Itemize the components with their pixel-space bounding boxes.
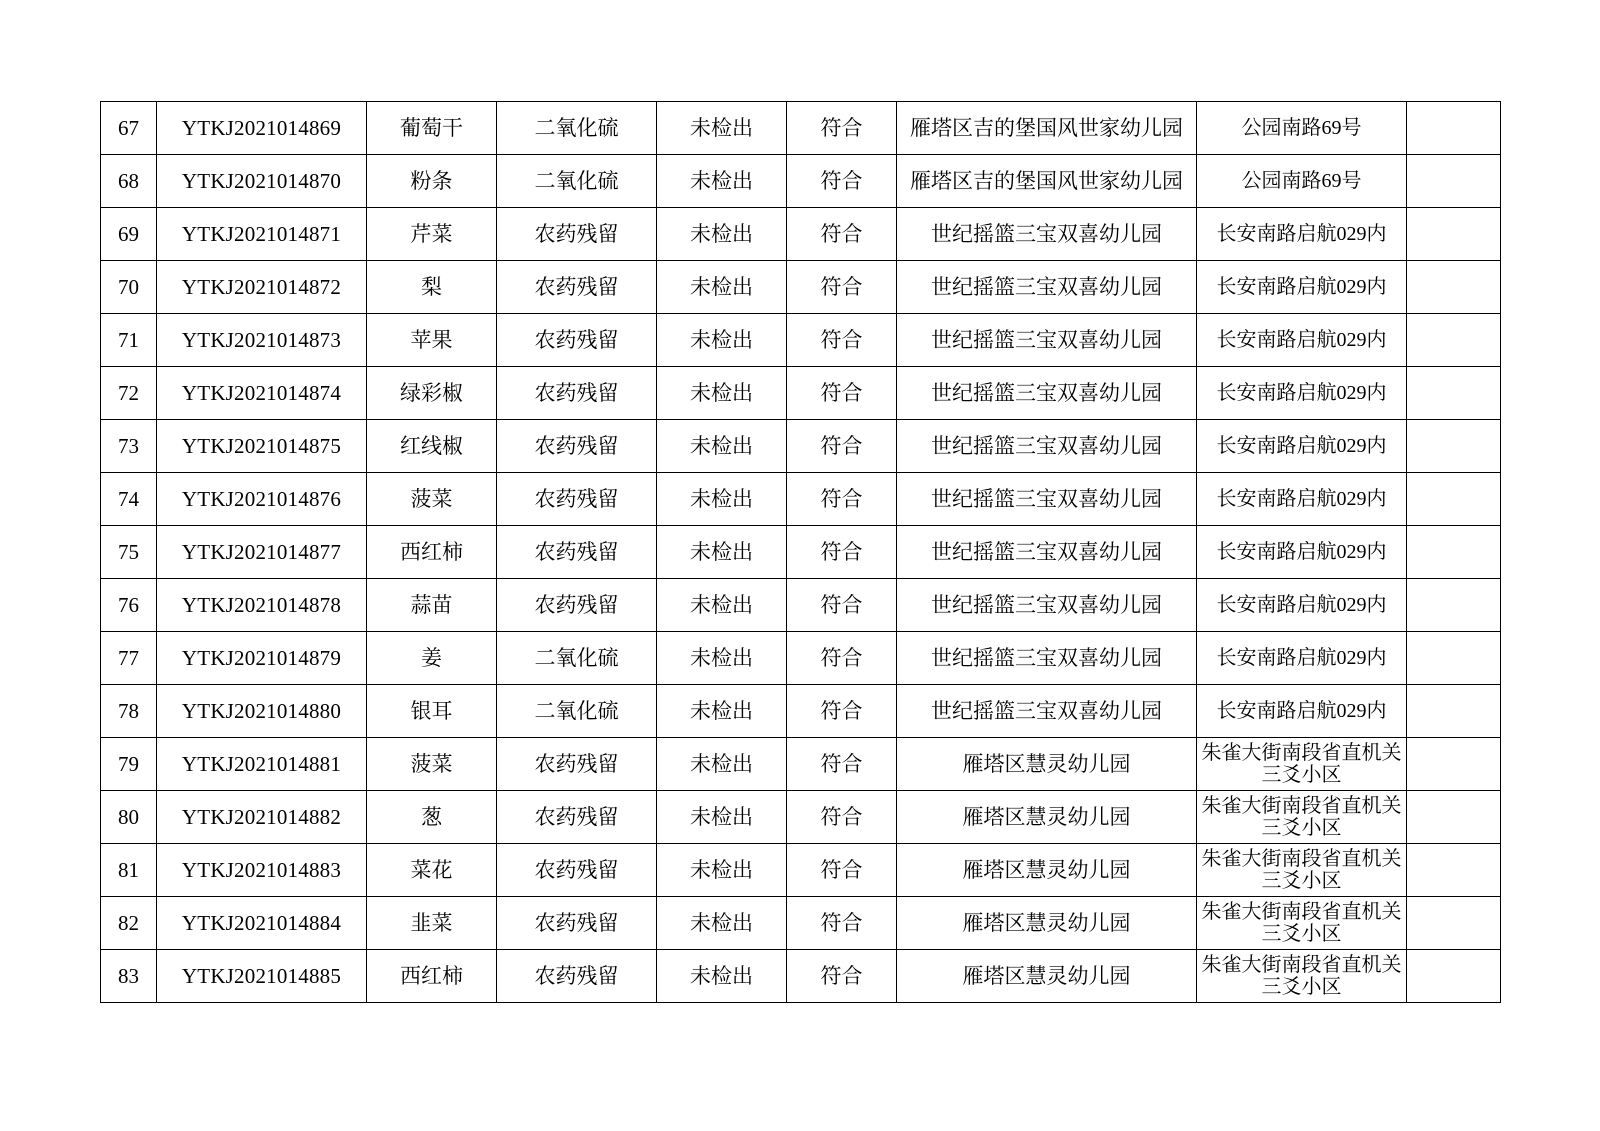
cell-conclusion: 符合 xyxy=(787,102,897,155)
cell-note xyxy=(1407,738,1501,791)
cell-result: 未检出 xyxy=(657,420,787,473)
cell-test-item: 农药残留 xyxy=(497,261,657,314)
cell-index: 68 xyxy=(101,155,157,208)
cell-sample-name: 蒜苗 xyxy=(367,579,497,632)
cell-test-item: 农药残留 xyxy=(497,314,657,367)
cell-address xyxy=(1197,844,1407,897)
cell-index: 69 xyxy=(101,208,157,261)
cell-sample-code: YTKJ2021014874 xyxy=(157,367,367,420)
cell-result: 未检出 xyxy=(657,261,787,314)
cell-unit: 世纪摇篮三宝双喜幼儿园 xyxy=(897,579,1197,632)
address-text: 长安南路启航029内 xyxy=(1216,434,1387,457)
table-row xyxy=(101,950,1501,1003)
cell-sample-code: YTKJ2021014881 xyxy=(157,738,367,791)
table-row xyxy=(101,791,1501,844)
cell-note xyxy=(1407,155,1501,208)
table-row xyxy=(101,844,1501,897)
address-text: 长安南路启航029内 xyxy=(1216,381,1387,404)
cell-index: 77 xyxy=(101,632,157,685)
cell-conclusion: 符合 xyxy=(787,685,897,738)
cell-sample-name: 芹菜 xyxy=(367,208,497,261)
cell-conclusion: 符合 xyxy=(787,208,897,261)
cell-conclusion: 符合 xyxy=(787,420,897,473)
cell-sample-name: 菠菜 xyxy=(367,738,497,791)
cell-test-item: 农药残留 xyxy=(497,420,657,473)
cell-conclusion: 符合 xyxy=(787,632,897,685)
inspection-results-table xyxy=(100,101,1501,1003)
cell-index: 80 xyxy=(101,791,157,844)
cell-sample-code: YTKJ2021014871 xyxy=(157,208,367,261)
cell-sample-name: 西红柿 xyxy=(367,950,497,1003)
address-text: 长安南路启航029内 xyxy=(1216,275,1387,298)
cell-sample-code: YTKJ2021014875 xyxy=(157,420,367,473)
cell-unit: 雁塔区慧灵幼儿园 xyxy=(897,738,1197,791)
table-row xyxy=(101,102,1501,155)
cell-unit: 雁塔区慧灵幼儿园 xyxy=(897,844,1197,897)
table-row xyxy=(101,155,1501,208)
cell-index: 82 xyxy=(101,897,157,950)
cell-result: 未检出 xyxy=(657,897,787,950)
cell-sample-name: 红线椒 xyxy=(367,420,497,473)
cell-note xyxy=(1407,314,1501,367)
cell-address xyxy=(1197,950,1407,1003)
cell-sample-name: 葡萄干 xyxy=(367,102,497,155)
cell-unit: 世纪摇篮三宝双喜幼儿园 xyxy=(897,261,1197,314)
cell-sample-code: YTKJ2021014885 xyxy=(157,950,367,1003)
cell-note xyxy=(1407,685,1501,738)
cell-address xyxy=(1197,208,1407,261)
cell-index: 76 xyxy=(101,579,157,632)
table-row xyxy=(101,420,1501,473)
cell-sample-name: 西红柿 xyxy=(367,526,497,579)
cell-result: 未检出 xyxy=(657,367,787,420)
table-row xyxy=(101,526,1501,579)
cell-sample-name: 苹果 xyxy=(367,314,497,367)
cell-index: 81 xyxy=(101,844,157,897)
cell-address xyxy=(1197,261,1407,314)
cell-note xyxy=(1407,897,1501,950)
table-row xyxy=(101,579,1501,632)
cell-address xyxy=(1197,685,1407,738)
cell-address xyxy=(1197,102,1407,155)
cell-unit: 世纪摇篮三宝双喜幼儿园 xyxy=(897,685,1197,738)
cell-test-item: 农药残留 xyxy=(497,579,657,632)
cell-note xyxy=(1407,420,1501,473)
table-row xyxy=(101,367,1501,420)
cell-note xyxy=(1407,473,1501,526)
cell-test-item: 农药残留 xyxy=(497,738,657,791)
cell-unit: 雁塔区吉的堡国风世家幼儿园 xyxy=(897,155,1197,208)
cell-result: 未检出 xyxy=(657,314,787,367)
address-text: 朱雀大街南段省直机关三爻小区 xyxy=(1201,847,1402,892)
table-row xyxy=(101,473,1501,526)
table-row xyxy=(101,738,1501,791)
cell-test-item: 二氧化硫 xyxy=(497,102,657,155)
cell-note xyxy=(1407,791,1501,844)
cell-conclusion: 符合 xyxy=(787,155,897,208)
cell-result: 未检出 xyxy=(657,950,787,1003)
cell-test-item: 农药残留 xyxy=(497,897,657,950)
cell-result: 未检出 xyxy=(657,579,787,632)
cell-address xyxy=(1197,897,1407,950)
cell-sample-name: 银耳 xyxy=(367,685,497,738)
cell-index: 73 xyxy=(101,420,157,473)
cell-unit: 世纪摇篮三宝双喜幼儿园 xyxy=(897,367,1197,420)
cell-sample-code: YTKJ2021014877 xyxy=(157,526,367,579)
cell-index: 78 xyxy=(101,685,157,738)
cell-note xyxy=(1407,261,1501,314)
cell-conclusion: 符合 xyxy=(787,579,897,632)
cell-test-item: 二氧化硫 xyxy=(497,685,657,738)
cell-conclusion: 符合 xyxy=(787,791,897,844)
cell-test-item: 农药残留 xyxy=(497,844,657,897)
cell-index: 74 xyxy=(101,473,157,526)
cell-conclusion: 符合 xyxy=(787,261,897,314)
cell-index: 83 xyxy=(101,950,157,1003)
cell-sample-code: YTKJ2021014883 xyxy=(157,844,367,897)
cell-result: 未检出 xyxy=(657,791,787,844)
cell-result: 未检出 xyxy=(657,208,787,261)
cell-test-item: 农药残留 xyxy=(497,791,657,844)
cell-note xyxy=(1407,526,1501,579)
cell-address xyxy=(1197,367,1407,420)
cell-sample-code: YTKJ2021014876 xyxy=(157,473,367,526)
cell-unit: 雁塔区吉的堡国风世家幼儿园 xyxy=(897,102,1197,155)
cell-conclusion: 符合 xyxy=(787,950,897,1003)
cell-address xyxy=(1197,738,1407,791)
cell-result: 未检出 xyxy=(657,526,787,579)
cell-unit: 雁塔区慧灵幼儿园 xyxy=(897,897,1197,950)
cell-test-item: 农药残留 xyxy=(497,473,657,526)
cell-index: 72 xyxy=(101,367,157,420)
cell-result: 未检出 xyxy=(657,738,787,791)
cell-conclusion: 符合 xyxy=(787,314,897,367)
cell-sample-code: YTKJ2021014872 xyxy=(157,261,367,314)
cell-note xyxy=(1407,367,1501,420)
table-row xyxy=(101,897,1501,950)
cell-sample-code: YTKJ2021014884 xyxy=(157,897,367,950)
address-text: 长安南路启航029内 xyxy=(1216,699,1387,722)
cell-address xyxy=(1197,791,1407,844)
cell-test-item: 农药残留 xyxy=(497,526,657,579)
cell-unit: 世纪摇篮三宝双喜幼儿园 xyxy=(897,632,1197,685)
cell-address xyxy=(1197,526,1407,579)
cell-result: 未检出 xyxy=(657,685,787,738)
cell-address xyxy=(1197,155,1407,208)
address-text: 长安南路启航029内 xyxy=(1216,328,1387,351)
cell-sample-code: YTKJ2021014873 xyxy=(157,314,367,367)
cell-note xyxy=(1407,632,1501,685)
cell-sample-name: 姜 xyxy=(367,632,497,685)
table-row xyxy=(101,314,1501,367)
cell-conclusion: 符合 xyxy=(787,844,897,897)
table-row xyxy=(101,685,1501,738)
cell-result: 未检出 xyxy=(657,155,787,208)
cell-conclusion: 符合 xyxy=(787,526,897,579)
cell-note xyxy=(1407,208,1501,261)
address-text: 公园南路69号 xyxy=(1241,116,1362,139)
cell-result: 未检出 xyxy=(657,844,787,897)
address-text: 长安南路启航029内 xyxy=(1216,222,1387,245)
cell-unit: 世纪摇篮三宝双喜幼儿园 xyxy=(897,208,1197,261)
cell-conclusion: 符合 xyxy=(787,738,897,791)
cell-sample-code: YTKJ2021014880 xyxy=(157,685,367,738)
cell-index: 70 xyxy=(101,261,157,314)
cell-unit: 世纪摇篮三宝双喜幼儿园 xyxy=(897,526,1197,579)
cell-test-item: 农药残留 xyxy=(497,367,657,420)
cell-sample-name: 粉条 xyxy=(367,155,497,208)
cell-note xyxy=(1407,102,1501,155)
address-text: 朱雀大街南段省直机关三爻小区 xyxy=(1201,741,1402,786)
cell-unit: 雁塔区慧灵幼儿园 xyxy=(897,791,1197,844)
table-row xyxy=(101,632,1501,685)
cell-sample-name: 韭菜 xyxy=(367,897,497,950)
cell-index: 67 xyxy=(101,102,157,155)
cell-sample-name: 梨 xyxy=(367,261,497,314)
cell-sample-code: YTKJ2021014879 xyxy=(157,632,367,685)
cell-sample-name: 菜花 xyxy=(367,844,497,897)
cell-sample-code: YTKJ2021014869 xyxy=(157,102,367,155)
table-row xyxy=(101,208,1501,261)
cell-result: 未检出 xyxy=(657,632,787,685)
cell-address xyxy=(1197,632,1407,685)
address-text: 长安南路启航029内 xyxy=(1216,593,1387,616)
cell-conclusion: 符合 xyxy=(787,473,897,526)
cell-index: 79 xyxy=(101,738,157,791)
cell-note xyxy=(1407,579,1501,632)
address-text: 公园南路69号 xyxy=(1241,169,1362,192)
cell-test-item: 农药残留 xyxy=(497,208,657,261)
cell-unit: 世纪摇篮三宝双喜幼儿园 xyxy=(897,473,1197,526)
cell-conclusion: 符合 xyxy=(787,367,897,420)
cell-address xyxy=(1197,579,1407,632)
cell-sample-name: 葱 xyxy=(367,791,497,844)
address-text: 长安南路启航029内 xyxy=(1216,487,1387,510)
cell-address xyxy=(1197,420,1407,473)
cell-unit: 世纪摇篮三宝双喜幼儿园 xyxy=(897,420,1197,473)
cell-result: 未检出 xyxy=(657,102,787,155)
cell-address xyxy=(1197,473,1407,526)
cell-sample-name: 绿彩椒 xyxy=(367,367,497,420)
cell-unit: 世纪摇篮三宝双喜幼儿园 xyxy=(897,314,1197,367)
cell-conclusion: 符合 xyxy=(787,897,897,950)
cell-address xyxy=(1197,314,1407,367)
address-text: 朱雀大街南段省直机关三爻小区 xyxy=(1201,900,1402,945)
cell-result: 未检出 xyxy=(657,473,787,526)
address-text: 朱雀大街南段省直机关三爻小区 xyxy=(1201,794,1402,839)
address-text: 长安南路启航029内 xyxy=(1216,540,1387,563)
report-table-container xyxy=(100,101,1500,1003)
cell-sample-code: YTKJ2021014870 xyxy=(157,155,367,208)
address-text: 朱雀大街南段省直机关三爻小区 xyxy=(1201,953,1402,998)
cell-unit: 雁塔区慧灵幼儿园 xyxy=(897,950,1197,1003)
table-row xyxy=(101,261,1501,314)
cell-sample-code: YTKJ2021014882 xyxy=(157,791,367,844)
cell-test-item: 农药残留 xyxy=(497,950,657,1003)
cell-note xyxy=(1407,950,1501,1003)
table-body xyxy=(101,102,1501,1003)
cell-test-item: 二氧化硫 xyxy=(497,155,657,208)
cell-sample-code: YTKJ2021014878 xyxy=(157,579,367,632)
cell-test-item: 二氧化硫 xyxy=(497,632,657,685)
cell-sample-name: 菠菜 xyxy=(367,473,497,526)
cell-index: 75 xyxy=(101,526,157,579)
cell-note xyxy=(1407,844,1501,897)
cell-index: 71 xyxy=(101,314,157,367)
address-text: 长安南路启航029内 xyxy=(1216,646,1387,669)
